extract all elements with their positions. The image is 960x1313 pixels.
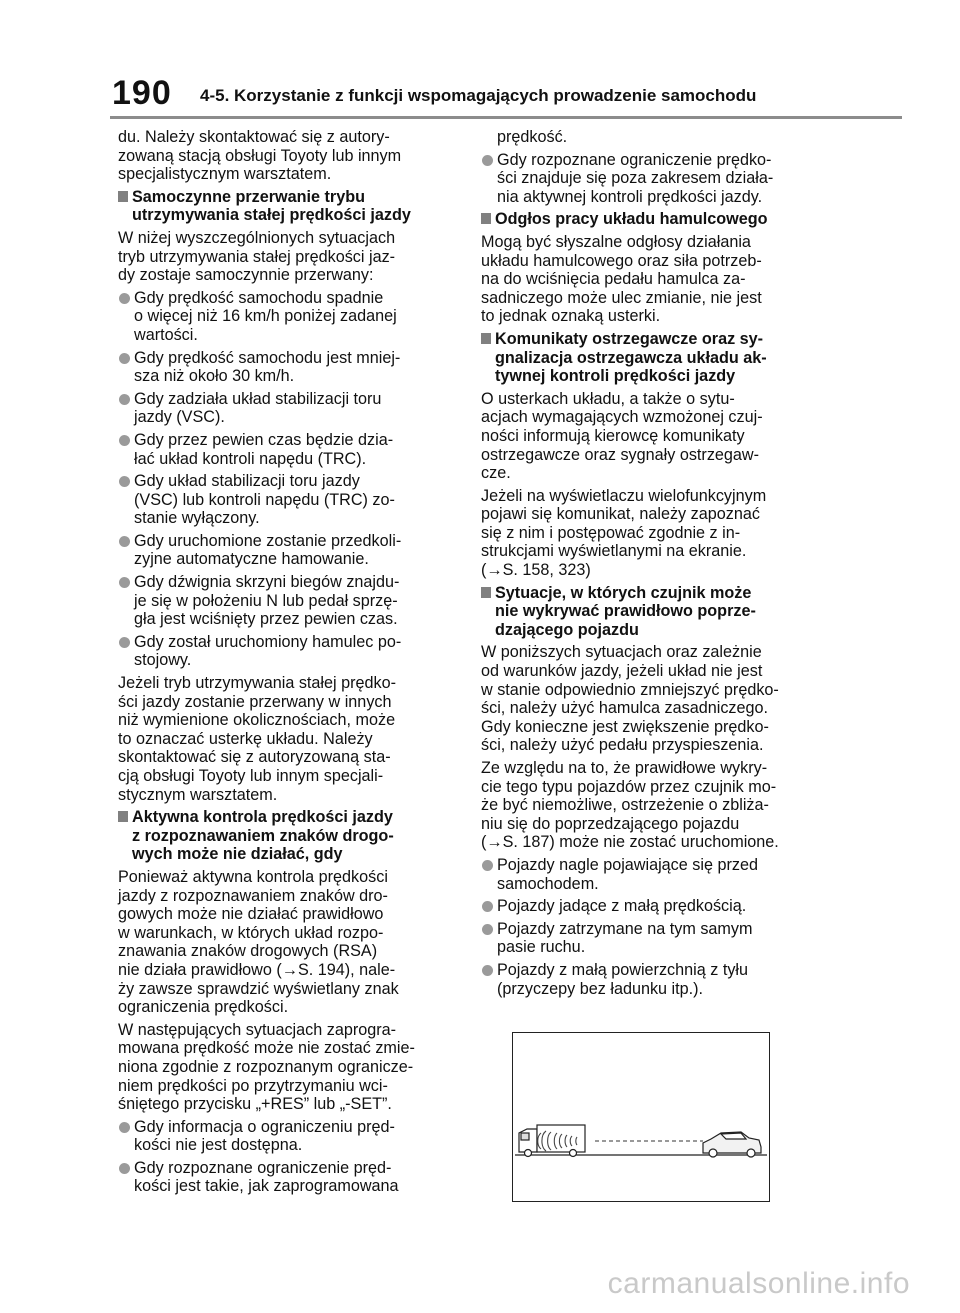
bullet-dot-icon — [119, 577, 130, 588]
text-line: samochodem. — [497, 874, 599, 893]
text-line: ostrzegawcze oraz sygnały ostrzegaw- — [481, 445, 760, 464]
left-column — [118, 128, 458, 1200]
text-line: tryb utrzymywania stałej prędkości jaz- — [118, 247, 396, 266]
header-rule — [110, 116, 902, 119]
text-line: (VSC) lub kontroli napędu (TRC) zo- — [134, 490, 395, 509]
section-heading — [481, 210, 811, 229]
bullet-dot-icon — [119, 435, 130, 446]
square-bullet-icon — [481, 213, 491, 224]
list-item — [118, 1159, 458, 1196]
square-bullet-icon — [481, 587, 491, 598]
text-line: Pojazdy z małą powierzchnią z tyłu — [497, 960, 749, 979]
text-line: ści znajduje się poza zakresem działa- — [497, 169, 774, 188]
text-line: że być niemożliwe, ostrzeżenie o zbliża- — [481, 796, 769, 815]
bullet-dot-icon — [482, 155, 493, 166]
text-line: Gdy prędkość samochodu spadnie — [134, 288, 384, 307]
paragraph — [481, 643, 811, 755]
text-line: du. Należy skontaktować się z autory- — [118, 128, 390, 146]
paragraph — [481, 759, 811, 852]
paragraph — [118, 128, 458, 184]
text-line: znawania znaków drogowych (RSA) — [118, 942, 378, 961]
text-line: jazdy z rozpoznawaniem znaków dro- — [118, 886, 388, 905]
bullet-dot-icon — [119, 353, 130, 364]
text-line: nie działa prawidłowo (→S. 194), nale- — [118, 960, 396, 979]
text-line: niona zgodnie z rozpoznanym ogranicze- — [118, 1057, 414, 1076]
heading-line: gnalizacja ostrzegawcza układu ak- — [495, 348, 767, 367]
paragraph — [118, 229, 458, 285]
bullet-dot-icon — [119, 1122, 130, 1133]
text-line: nia aktywnej kontroli prędkości jazdy. — [497, 187, 763, 206]
text-line: Ponieważ aktywna kontrola prędkości — [118, 867, 388, 886]
list-item — [118, 1118, 458, 1155]
text-line: układu hamulcowego oraz siła potrzeb- — [481, 251, 762, 270]
text-line: Jeżeli tryb utrzymywania stałej prędko- — [118, 674, 396, 693]
text-line: to oznaczać usterkę układu. Należy — [118, 729, 373, 748]
text-line: Gdy uruchomione zostanie przedkoli- — [134, 531, 402, 550]
heading-line: Sytuacje, w których czujnik może — [495, 583, 752, 602]
illustration-figure — [512, 1032, 770, 1202]
text-line: Pojazdy jadące z małą prędkością. — [497, 897, 747, 916]
list-item — [118, 349, 458, 386]
text-line: zyjne automatyczne hamowanie. — [134, 550, 369, 569]
text-line: niem prędkości po przytrzymaniu wci- — [118, 1076, 388, 1095]
list-item — [118, 532, 458, 569]
paragraph — [118, 674, 458, 804]
text-line: ży zawsze sprawdzić wyświetlany znak — [118, 979, 399, 998]
text-line: W następujących sytuacjach zaprogra- — [118, 1020, 397, 1039]
page-number: 190 — [112, 74, 172, 112]
paragraph — [481, 233, 811, 326]
watermark: carmanualsonline.info — [607, 1267, 910, 1300]
truck-and-car-illustration — [513, 1033, 769, 1201]
text-line: w stanie odpowiednio zmniejszyć prędko- — [481, 680, 779, 699]
text-line: się z nim i postępować zgodnie z in- — [481, 523, 741, 542]
truck-icon — [519, 1125, 585, 1157]
list-item — [481, 897, 811, 916]
text-line: Mogą być słyszalne odgłosy działania — [481, 232, 751, 251]
bullet-dot-icon — [119, 637, 130, 648]
text-line: gowych może nie działać prawidłowo — [118, 905, 384, 924]
text-line: (przyczepy bez ładunku itp.). — [497, 979, 704, 998]
section-heading — [118, 808, 458, 864]
text-line: o więcej niż 16 km/h poniżej zadanej — [134, 307, 397, 326]
bullet-dot-icon — [119, 293, 130, 304]
list-item — [118, 289, 458, 345]
text-line: niu się do poprzedzającego pojazdu — [481, 814, 740, 833]
text-line: Gdy rozpoznane ograniczenie pręd- — [134, 1158, 392, 1177]
text-line: łać układ kontroli napędu (TRC). — [134, 449, 367, 468]
text-line: je się w położeniu N lub pedał sprzę- — [134, 591, 398, 610]
text-line: ograniczenia prędkości. — [118, 998, 289, 1017]
text-line: stanie wyłączony. — [134, 509, 260, 528]
heading-line: z rozpoznawaniem znaków drogo- — [132, 826, 394, 845]
text-line: cie tego typu pojazdów przez czujnik mo- — [481, 777, 777, 796]
text-line: Gdy rozpoznane ograniczenie prędko- — [497, 150, 772, 169]
text-line: Pojazdy zatrzymane na tym samym — [497, 919, 753, 938]
paragraph — [118, 868, 458, 1017]
text-line: Gdy prędkość samochodu jest mniej- — [134, 348, 401, 367]
paragraph — [481, 487, 811, 580]
text-line: mowana prędkość może nie zostać zmie- — [118, 1039, 415, 1058]
text-line: niż wymienione okolicznościach, może — [118, 711, 396, 730]
text-line: prędkość. — [497, 128, 568, 146]
heading-line: utrzymywania stałej prędkości jazdy — [132, 206, 411, 225]
list-item — [481, 856, 811, 893]
section-heading — [118, 188, 458, 225]
text-line: od warunków jazdy, jeżeli układ nie jest — [481, 662, 763, 681]
paragraph — [118, 1021, 458, 1114]
square-bullet-icon — [118, 191, 128, 202]
text-line: Gdy konieczne jest zwiększenie prędko- — [481, 717, 769, 736]
list-item — [481, 920, 811, 957]
text-line: Gdy dźwignia skrzyni biegów znajdu- — [134, 573, 400, 592]
text-line: ści, należy użyć hamulca zasadniczego. — [481, 699, 769, 718]
bullet-dot-icon — [482, 860, 493, 871]
text-line: skontaktować się z autoryzowaną sta- — [118, 748, 391, 767]
text-line: cją obsługi Toyoty lub innym specjali- — [118, 767, 384, 785]
text-line: Gdy informacja o ograniczeniu pręd- — [134, 1117, 395, 1136]
text-line: Gdy przez pewien czas będzie dzia- — [134, 430, 394, 449]
list-item — [118, 390, 458, 427]
car-icon — [703, 1132, 761, 1157]
page-reference: (→S. 158, 323) — [481, 561, 591, 580]
bullet-dot-icon — [119, 536, 130, 547]
section-heading — [481, 584, 811, 640]
text-line: ści, należy użyć pedału przyspieszenia. — [481, 736, 764, 755]
heading-line: Aktywna kontrola prędkości jazdy — [132, 808, 393, 827]
text-line: kości jest takie, jak zaprogramowana — [134, 1177, 399, 1196]
continued-text — [497, 128, 811, 147]
heading-line: nie wykrywać prawidłowo poprze- — [495, 602, 756, 621]
text-line: ności informują kierowcę komunikaty — [481, 426, 745, 445]
text-line: śniętego przycisku „+RES” lub „-SET”. — [118, 1095, 392, 1114]
text-line: wartości. — [134, 325, 198, 344]
text-line: w warunkach, w których układ rozpo- — [118, 923, 384, 942]
text-line: Gdy układ stabilizacji toru jazdy — [134, 472, 360, 491]
square-bullet-icon — [118, 811, 128, 822]
heading-line: wych może nie działać, gdy — [132, 845, 343, 864]
list-item — [118, 573, 458, 629]
text-line: Pojazdy nagle pojawiające się przed — [497, 855, 758, 874]
text-line: stycznym warsztatem. — [118, 785, 278, 804]
bullet-dot-icon — [482, 924, 493, 935]
heading-line: dzającego pojazdu — [495, 620, 639, 639]
text-line: O usterkach układu, a także o sytu- — [481, 389, 735, 408]
bullet-dot-icon — [119, 1163, 130, 1174]
text-line: (→S. 187) może nie zostać uruchomione. — [481, 833, 779, 852]
text-line: pojawi się komunikat, należy zapoznać — [481, 505, 760, 524]
text-line: gła jest wciśnięty przez pewien czas. — [134, 610, 398, 629]
heading-line: tywnej kontroli prędkości jazdy — [495, 367, 736, 386]
text-line: na do wciśnięcia pedału hamulca za- — [481, 270, 746, 289]
text-line: jazdy (VSC). — [134, 408, 225, 427]
text-line: strukcjami wyświetlanymi na ekranie. — [481, 542, 747, 561]
text-line: W niżej wyszczególnionych sytuacjach — [118, 228, 396, 247]
right-column — [481, 128, 811, 1002]
bullet-dot-icon — [482, 901, 493, 912]
square-bullet-icon — [481, 333, 491, 344]
bullet-dot-icon — [482, 965, 493, 976]
text-line: dy zostaje samoczynnie przerwany: — [118, 266, 374, 285]
text-line: specjalistycznym warsztatem. — [118, 165, 332, 184]
list-item — [481, 151, 811, 207]
text-line: to jednak oznaką usterki. — [481, 307, 661, 326]
text-line: sza niż około 30 km/h. — [134, 367, 295, 386]
heading-line: Odgłos pracy układu hamulcowego — [495, 210, 768, 229]
paragraph — [481, 390, 811, 483]
text-line: Jeżeli na wyświetlaczu wielofunkcyjnym — [481, 486, 767, 505]
list-item — [481, 961, 811, 998]
text-line: pasie ruchu. — [497, 938, 586, 957]
text-line: Gdy zadziała układ stabilizacji toru — [134, 389, 382, 408]
list-item — [118, 431, 458, 468]
text-line: Ze względu na to, że prawidłowe wykry- — [481, 759, 768, 777]
text-line: sadniczego może ulec zmianie, nie jest — [481, 288, 762, 307]
bullet-dot-icon — [119, 476, 130, 487]
text-line: Gdy został uruchomiony hamulec po- — [134, 632, 402, 651]
list-item — [118, 633, 458, 670]
bullet-dot-icon — [119, 394, 130, 405]
text-line: stojowy. — [134, 651, 192, 670]
text-line: acjach wymagających wzmożonej czuj- — [481, 408, 763, 427]
text-line: W poniższych sytuacjach oraz zależnie — [481, 643, 762, 662]
text-line: cze. — [481, 464, 511, 483]
text-line: zowaną stacją obsługi Toyoty lub innym — [118, 146, 402, 165]
text-line: kości nie jest dostępna. — [134, 1136, 303, 1155]
chapter-title: 4-5. Korzystanie z funkcji wspomagających prowadzenie samochodu — [200, 86, 757, 105]
heading-line: Komunikaty ostrzegawcze oraz sy- — [495, 329, 764, 348]
section-heading — [481, 330, 811, 386]
heading-line: Samoczynne przerwanie trybu — [132, 187, 365, 206]
list-item — [118, 472, 458, 528]
text-line: ści jazdy zostanie przerwany w innych — [118, 692, 392, 711]
